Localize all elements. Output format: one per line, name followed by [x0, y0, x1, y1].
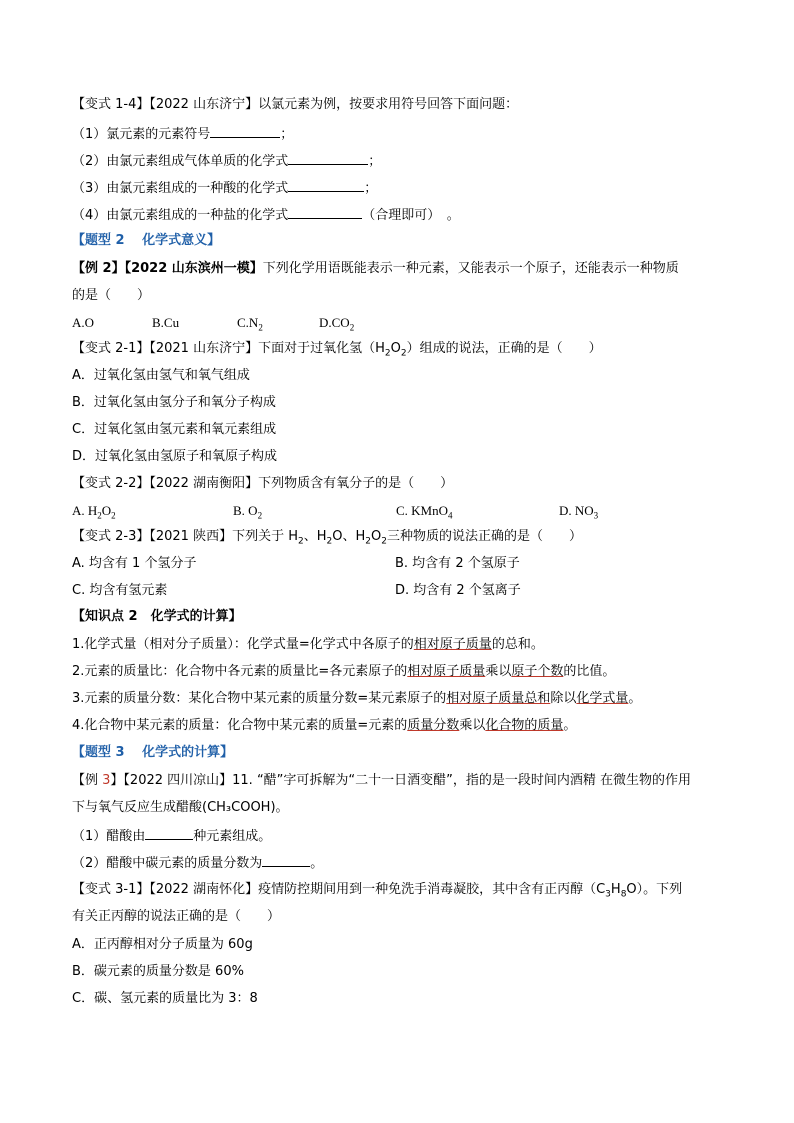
variant-1-4-q1: （1）氯元素的元素符号 ；: [72, 124, 293, 144]
example-3-stem-cont: 下与氧气反应生成醋酸(CH₃COOH)。: [72, 800, 289, 815]
option-d: $D.CO_2$: [319, 315, 355, 333]
answer-blank[interactable]: [288, 178, 364, 192]
variant-2-3-option-b: B. 均含有 2 个氢原子: [395, 556, 520, 571]
variant-2-2-option-a: A. $H_2O_2$: [72, 503, 116, 521]
variant-1-4-q3: （3）由氯元素组成的一种酸的化学式 ；: [72, 178, 377, 198]
variant-2-1-option-c: C．过氧化氢由氢元素和氧元素组成: [72, 422, 277, 437]
variant-2-2-option-b: B. $O_2$: [233, 503, 263, 521]
answer-blank[interactable]: [288, 205, 362, 219]
variant-3-1-option-b: B．碳元素的质量分数是 60%: [72, 964, 244, 979]
answer-blank[interactable]: [288, 151, 368, 165]
example-2-stem: 【例 2】【2022 山东滨州一模】下列化学用语既能表示一种元素，又能表示一个原子，还能表示一种物质: [72, 261, 679, 276]
example-3-stem: 【例 3】【2022 四川凉山】11. “醋”字可拆解为“二十一日酒变醋”，指的是一段时间内酒精 在微生物的作用: [72, 773, 692, 788]
variant-2-1-option-b: B．过氧化氢由氢分子和氧分子构成: [72, 395, 276, 410]
variant-2-3-option-d: D. 均含有 2 个氢离子: [395, 583, 521, 598]
example-2-stem-cont: 的是（ ）: [72, 288, 151, 303]
answer-blank[interactable]: [145, 826, 193, 840]
option-c: $C.N_2$: [237, 315, 263, 333]
section-heading-type-3: 【题型 3 化学式的计算】: [72, 745, 234, 760]
variant-1-4-q2: （2）由氯元素组成气体单质的化学式 ；: [72, 151, 381, 171]
variant-3-1-stem: 【变式 3-1】【2022 湖南怀化】疫情防控期间用到一种免洗手消毒凝胶，其中含有正丙醇$(C_3H_8O)$。下列: [72, 882, 683, 900]
variant-3-1-stem-cont: 有关正丙醇的说法正确的是（ ）: [72, 909, 281, 924]
example-3-q2: （2）醋酸中碳元素的质量分数为 。: [72, 853, 323, 873]
option-a: A.O: [72, 315, 95, 330]
variant-2-2-option-c: C. KMnO$_4$: [396, 503, 453, 521]
knowledge-point-2-item-3: 3.元素的质量分数：某化合物中某元素的质量分数=某元素原子的相对原子质量总和除以化学式量。: [72, 691, 642, 706]
knowledge-point-2-item-2: 2.元素的质量比：化合物中各元素的质量比=各元素原子的相对原子质量乘以原子个数的比值。: [72, 664, 616, 679]
variant-2-3-stem: 【变式 2-3】【2021 陕西】下列关于 $H_2$、$H_2O$、$H_2O_2$三种物质的说法正确的是（ ）: [72, 529, 582, 547]
variant-2-2-stem: 【变式 2-2】【2022 湖南衡阳】下列物质含有氧分子的是（ ）: [72, 476, 454, 491]
variant-2-3-option-a: A. 均含有 1 个氢分子: [72, 556, 197, 571]
knowledge-point-2-item-1: 1.化学式量（相对分子质量）：化学式量=化学式中各原子的相对原子质量的总和。: [72, 637, 544, 652]
variant-2-3-option-c: C. 均含有氢元素: [72, 583, 168, 598]
variant-2-1-stem: 【变式 2-1】【2021 山东济宁】下面对于过氧化氢$(H_2O_2)$组成的说法，正确的是（ ）: [72, 341, 602, 359]
answer-blank[interactable]: [210, 124, 280, 138]
section-heading-type-2: 【题型 2 化学式意义】: [72, 233, 221, 248]
variant-2-1-option-d: D．过氧化氢由氢原子和氧原子构成: [72, 449, 278, 464]
option-b: B.Cu: [152, 315, 180, 330]
variant-3-1-option-c: C．碳、氢元素的质量比为 3：8: [72, 991, 258, 1006]
knowledge-point-2-heading: 【知识点 2 化学式的计算】: [72, 609, 242, 624]
knowledge-point-2-item-4: 4.化合物中某元素的质量：化合物中某元素的质量=元素的质量分数乘以化合物的质量。: [72, 718, 577, 733]
variant-2-1-option-a: A．过氧化氢由氢气和氧气组成: [72, 368, 250, 383]
variant-2-2-option-d: D. $NO_3$: [559, 503, 599, 521]
answer-blank[interactable]: [262, 853, 310, 867]
variant-3-1-option-a: A．正丙醇相对分子质量为 60g: [72, 937, 253, 952]
example-3-q1: （1）醋酸由 种元素组成。: [72, 826, 271, 846]
variant-1-4-heading: 【变式 1-4】【2022 山东济宁】以氯元素为例，按要求用符号回答下面问题：: [72, 97, 519, 112]
variant-1-4-q4: （4）由氯元素组成的一种盐的化学式 （合理即可） 。: [72, 205, 460, 225]
